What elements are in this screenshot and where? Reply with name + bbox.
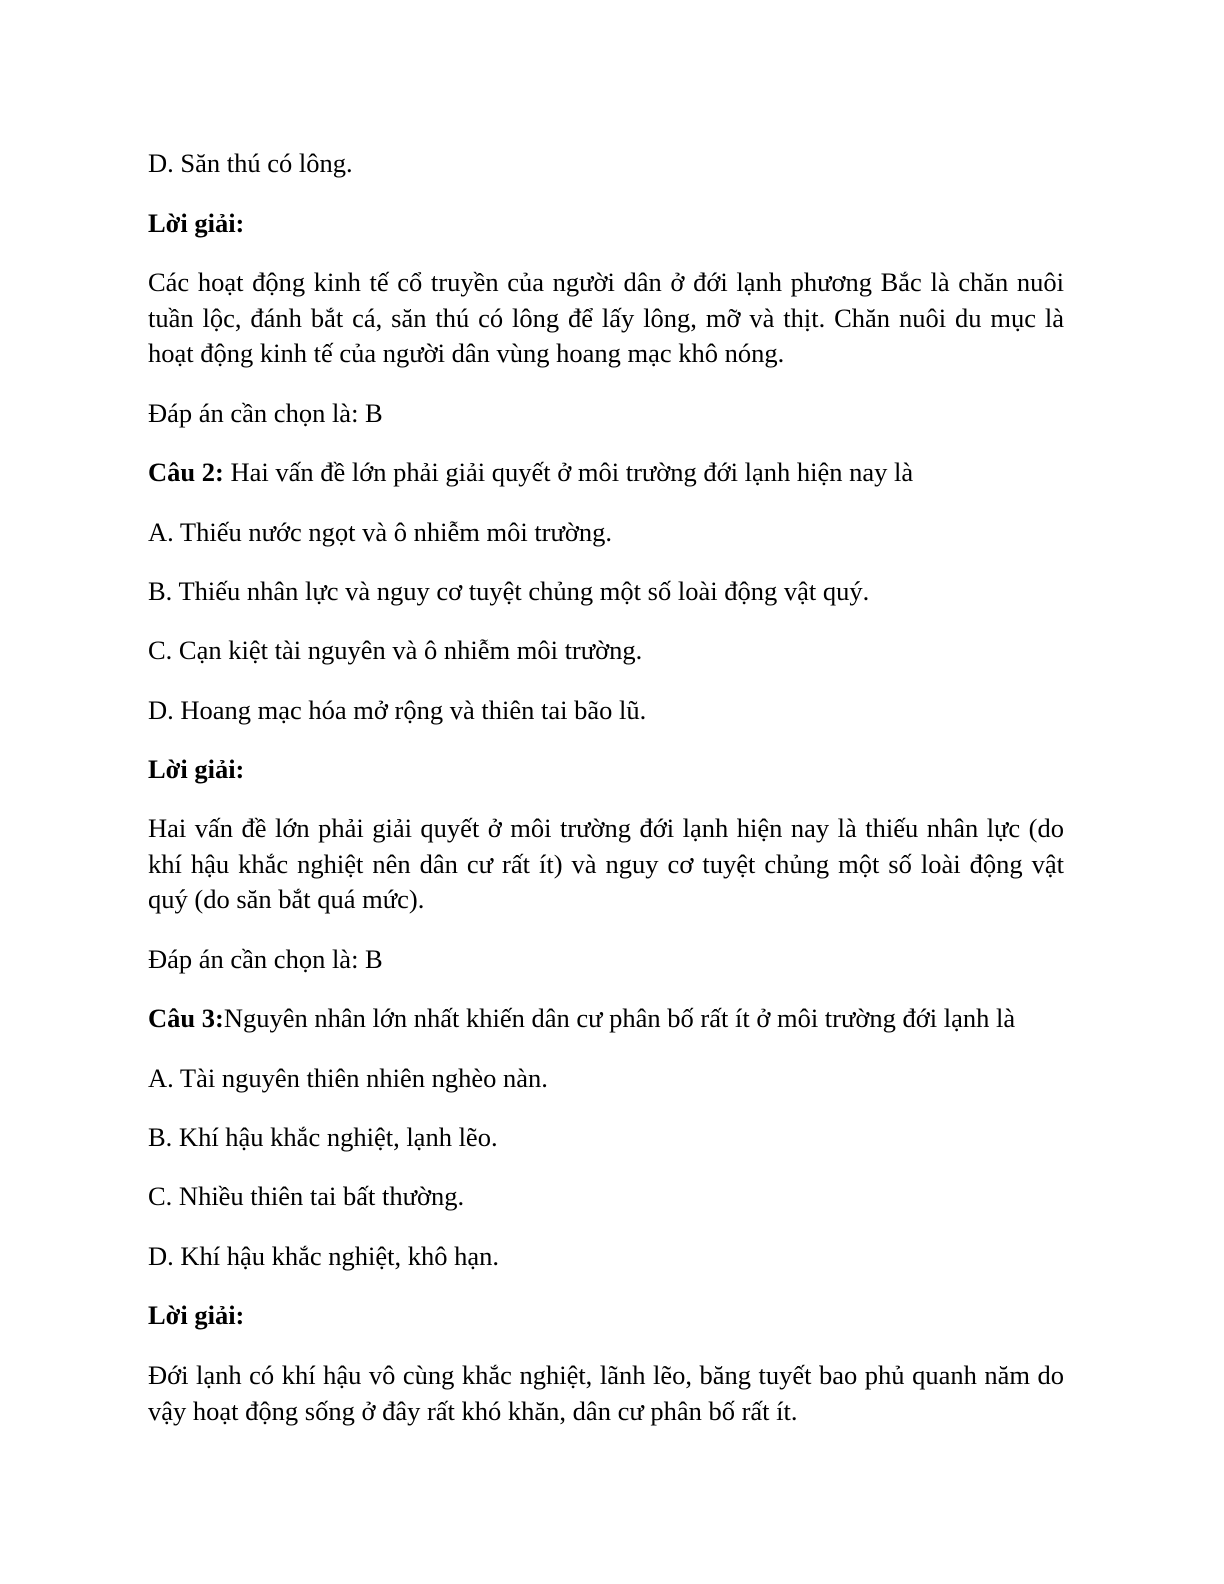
q2-label: Câu 2:	[148, 457, 224, 487]
q2-option-c: C. Cạn kiệt tài nguyên và ô nhiễm môi trường.	[148, 635, 643, 665]
q2-option-a: A. Thiếu nước ngọt và ô nhiễm môi trường.	[148, 517, 613, 547]
q2-answer: Đáp án cần chọn là: B	[148, 944, 383, 974]
q3-solution-text: Đới lạnh có khí hậu vô cùng khắc nghiệt, lãnh lẽo, băng tuyết bao phủ quanh năm do vậy hoạt động sống ở đây rất khó khăn, dân cư phân bố rất ít.	[148, 1360, 1064, 1426]
q3-question-text: Nguyên nhân lớn nhất khiến dân cư phân bố rất ít ở môi trường đới lạnh là	[223, 1003, 1016, 1033]
q2-option-d: D. Hoang mạc hóa mở rộng và thiên tai bão lũ.	[148, 695, 647, 725]
q2-solution-label: Lời giải:	[148, 754, 245, 784]
q2-question	[148, 455, 1064, 491]
q2-solution-text: Hai vấn đề lớn phải giải quyết ở môi trường đới lạnh hiện nay là thiếu nhân lực (do khí hậu khắc nghiệt nên dân cư rất ít) và nguy cơ tuyệt chủng một số loài động vật quý (do săn bắt quá mức).	[148, 813, 1064, 914]
q3-label: Câu 3:	[148, 1003, 224, 1033]
q2-option-b: B. Thiếu nhân lực và nguy cơ tuyệt chủng một số loài động vật quý.	[148, 576, 870, 606]
q3-option-c: C. Nhiều thiên tai bất thường.	[148, 1181, 465, 1211]
q3-option-b: B. Khí hậu khắc nghiệt, lạnh lẽo.	[148, 1122, 498, 1152]
q3-option-a: A. Tài nguyên thiên nhiên nghèo nàn.	[148, 1063, 548, 1093]
q1-solution-label: Lời giải:	[148, 208, 245, 238]
q1-option-d: D. Săn thú có lông.	[148, 148, 353, 178]
q1-solution-text: Các hoạt động kinh tế cổ truyền của người dân ở đới lạnh phương Bắc là chăn nuôi tuần lộc, đánh bắt cá, săn thú có lông để lấy lông, mỡ và thịt. Chăn nuôi du mục là hoạt động kinh tế của người dân vùng hoang mạc khô nóng.	[148, 267, 1064, 368]
q2-question-text: Hai vấn đề lớn phải giải quyết ở môi trường đới lạnh hiện nay là	[223, 457, 914, 487]
q3-question	[148, 1001, 1064, 1037]
q3-solution-label: Lời giải:	[148, 1300, 245, 1330]
q3-option-d: D. Khí hậu khắc nghiệt, khô hạn.	[148, 1241, 500, 1271]
q1-answer: Đáp án cần chọn là: B	[148, 398, 383, 428]
